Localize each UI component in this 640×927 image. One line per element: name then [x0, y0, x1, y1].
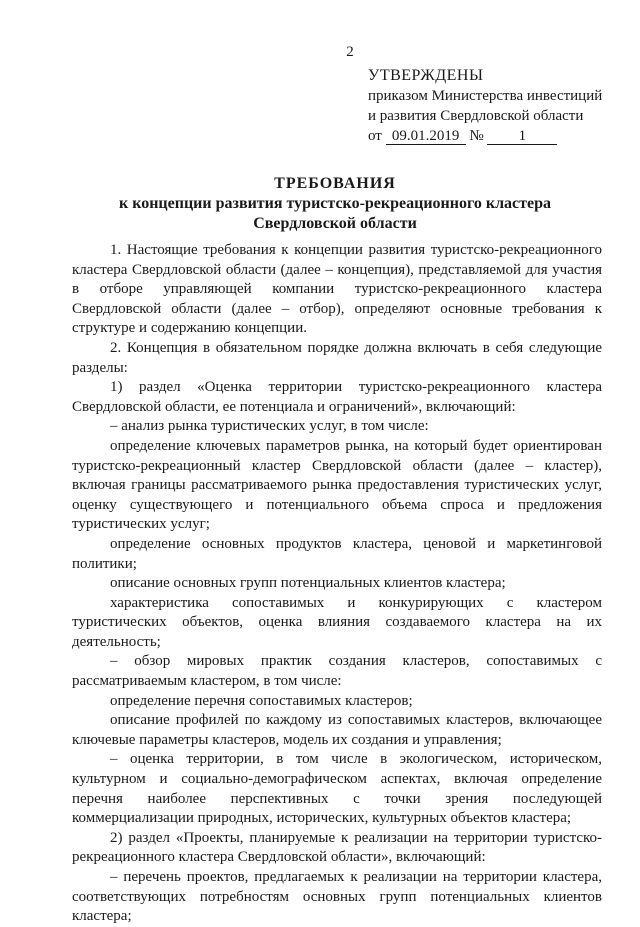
- paragraph: 1) раздел «Оценка территории туристско-рекреационного кластера Свердловской области, ее потенциала и ограничений», включающий:: [72, 379, 602, 415]
- paragraph: 2. Концепция в обязательном порядке должна включать в себя следующие разделы:: [72, 339, 602, 376]
- approval-heading: УТВЕРЖДЕНЫ: [368, 67, 484, 84]
- approval-date: 09.01.2019: [386, 128, 466, 145]
- document-body: [72, 241, 602, 927]
- approval-line-2: и развития Свердловской области: [368, 108, 584, 124]
- approval-stamp: [368, 66, 618, 146]
- document-title: [70, 174, 600, 234]
- paragraph: характеристика сопоставимых и конкурирующих с кластером туристических объектов, оценка влияния создаваемого кластера на их деятельность;: [72, 594, 602, 650]
- paragraph: – перечень проектов, предлагаемых к реализации на территории кластера, соответствующих потребностям основных групп потенциальных клиентов кластера;: [72, 869, 602, 925]
- approval-line-1: приказом Министерства инвестиций: [368, 88, 603, 104]
- approval-number: 1: [487, 128, 557, 145]
- approval-date-line: [368, 126, 618, 146]
- title-line-2: к концепции развития туристско-рекреационного кластера: [118, 195, 552, 212]
- title-line-3: Свердловской области: [253, 215, 417, 232]
- paragraph: – оценка территории, в том числе в экологическом, историческом, культурном и социально-демографическом аспектах, включая определение перечня наиболее перспективных с точки зрения последующей коммерциализации природных, исторических, культурных объектов кластера;: [72, 751, 602, 827]
- approval-from-label: от: [368, 128, 382, 144]
- paragraph: – обзор мировых практик создания кластеров, сопоставимых с рассматриваемым кластером, в том числе:: [72, 653, 602, 690]
- page-number: 2: [346, 44, 354, 60]
- paragraph: 1. Настоящие требования к концепции развития туристско-рекреационного кластера Свердловской области (далее – концепция), представляемой для участия в отборе управляющей компании туристско-рекреационного кластера Свердловской области (далее – отбор), определяют основные требования к структуре и содержанию концепции.: [72, 242, 602, 337]
- paragraph: определение ключевых параметров рынка, на который будет ориентирован туристско-рекреационный кластер Свердловской области (далее – кластер), включая границы рассматриваемого рынка предоставления туристических услуг, оценку существующего и потенциального объема спроса и предложения туристических услуг;: [72, 437, 602, 533]
- paragraph: определение перечня сопоставимых кластеров;: [110, 692, 413, 709]
- title-main: ТРЕБОВАНИЯ: [274, 175, 396, 192]
- paragraph: 2) раздел «Проекты, планируемые к реализации на территории туристско-рекреационного кластера Свердловской области», включающий:: [72, 829, 602, 866]
- paragraph: – анализ рынка туристических услуг, в том числе:: [110, 418, 429, 435]
- paragraph: описание основных групп потенциальных клиентов кластера;: [110, 575, 506, 592]
- approval-number-label: №: [469, 128, 484, 144]
- paragraph: определение основных продуктов кластера, ценовой и маркетинговой политики;: [72, 535, 602, 572]
- paragraph: описание профилей по каждому из сопоставимых кластеров, включающее ключевые параметры кластеров, модель их создания и управления;: [72, 712, 602, 748]
